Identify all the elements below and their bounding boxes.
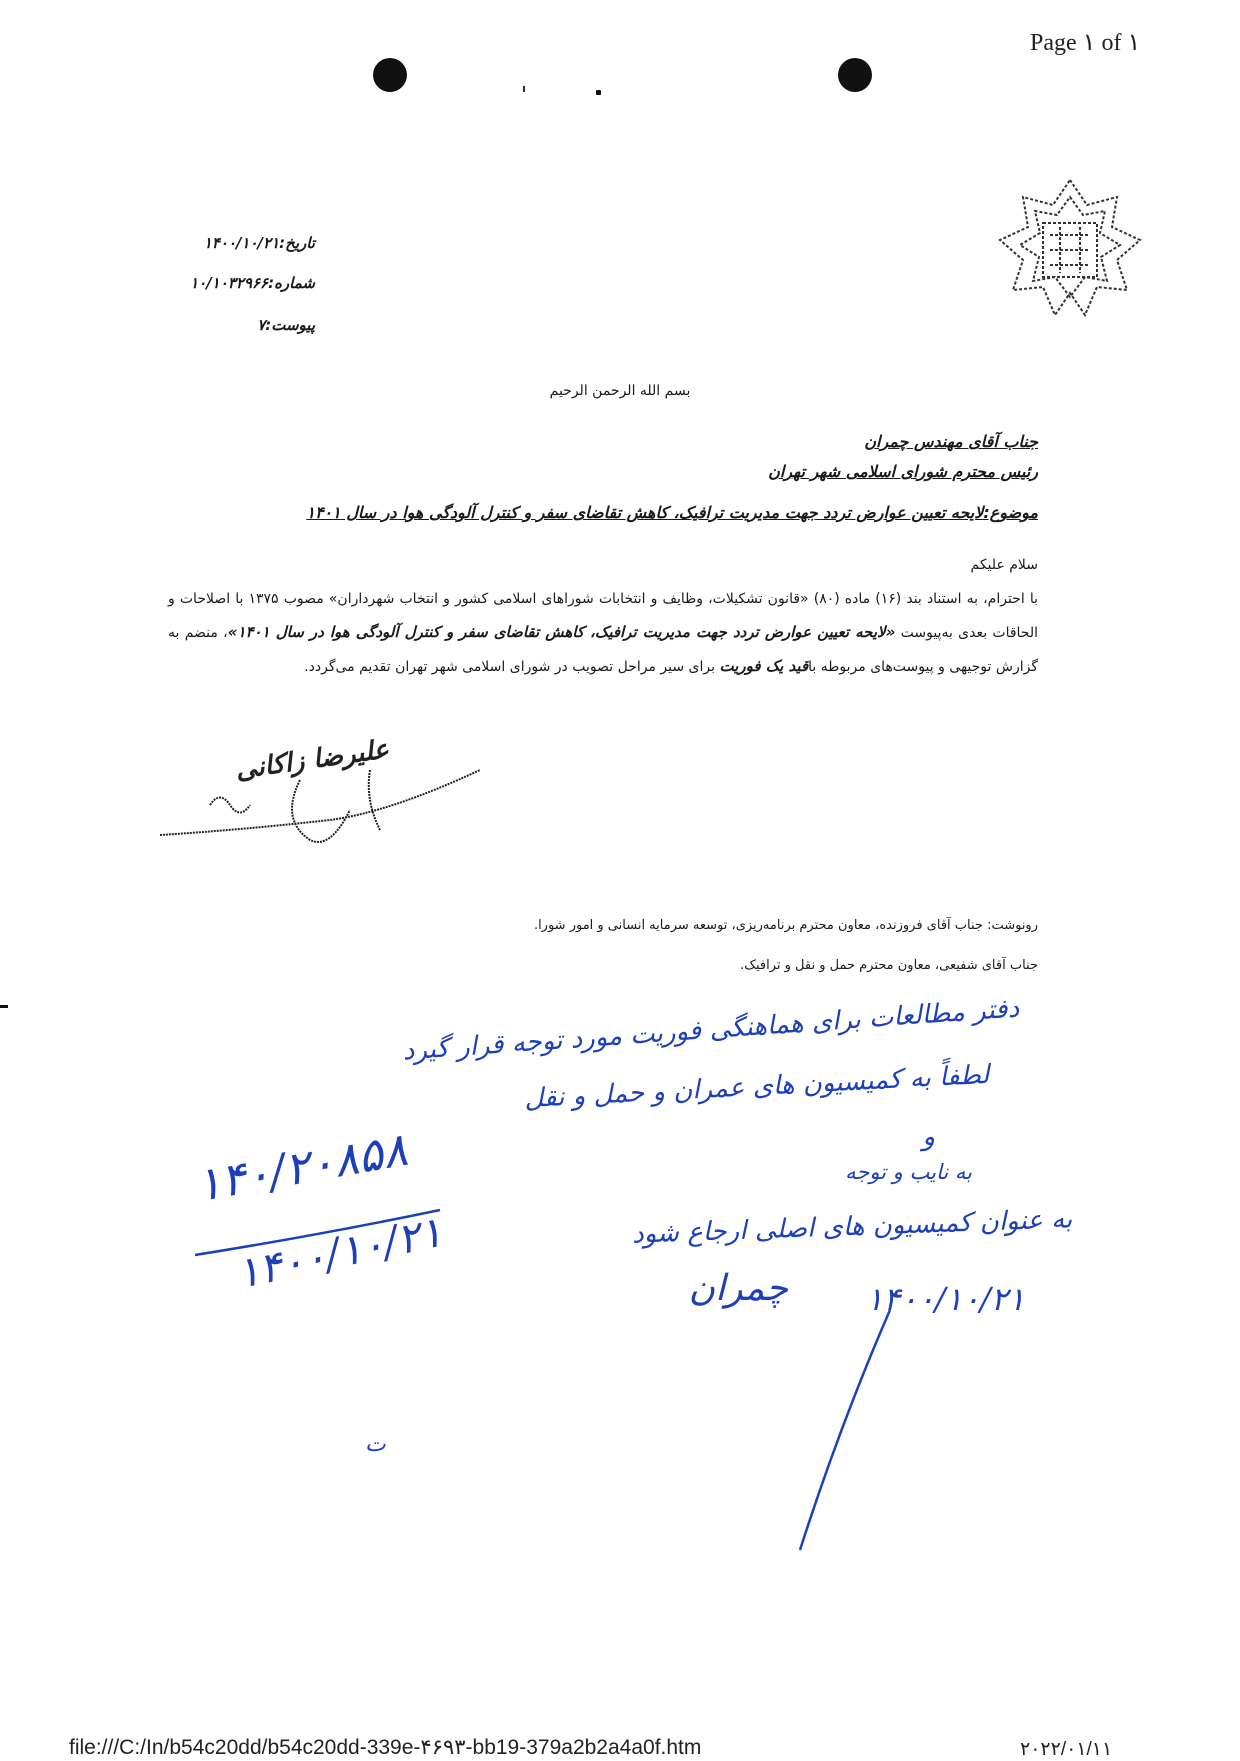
letter-subject: موضوع:لایحه تعیین عوارض تردد جهت مدیریت ترافیک، کاهش تقاضای سفر و کنترل آلودگی هوا در سال ۱۴۰۱ <box>306 503 1038 522</box>
cc-line-2: جناب آقای شفیعی، معاون محترم حمل و نقل و ترافیک. <box>740 958 1038 973</box>
handwritten-margin-mark: ت <box>365 1432 386 1457</box>
letter-number: شماره:۱۰/۱۰۳۲۹۶۶ <box>190 274 315 292</box>
body-bold-urgency: قید یک فوریت <box>719 657 809 675</box>
body-text-1: با احترام، به استناد بند (۱۶) ماده (۸۰) «قانون تشکیلات، وظایف و انتخابات شوراهای اسلامی کشور و انتخاب شهرداران» مصوب ۱۳۷۵ با اصلاحات و الحاقات بعدی به‌پیوست <box>168 591 1038 641</box>
handwritten-note-line-5: به عنوان کمیسیون های اصلی ارجاع شود <box>631 1204 1073 1250</box>
punch-hole-left <box>373 58 407 92</box>
scan-speck <box>523 86 525 92</box>
tehran-municipality-logo-icon <box>995 175 1145 325</box>
footer-date: ۲۰۲۲/۰۱/۱۱ <box>1020 1739 1113 1760</box>
footer-file-url: file:///C:/In/b54c20dd/b54c20dd-339e-۴۶۹۳-bb19-379a2b2a4a0f.htm <box>69 1736 702 1759</box>
scan-speck <box>596 90 601 95</box>
handwritten-note-line-1: دفتر مطالعات برای هماهنگی فوریت مورد توجه قرار گیرد <box>401 993 1021 1067</box>
recipient-name: جناب آقای مهندس چمران <box>864 432 1038 451</box>
body-bold-title: «لایحه تعیین عوارض تردد جهت مدیریت ترافیک، کاهش تقاضای سفر و کنترل آلودگی هوا در سال ۱۴۰۱» <box>227 623 896 641</box>
handwritten-registration-date: ۱۴۰۰/۱۰/۲۱ <box>232 1206 447 1299</box>
handwritten-note-date: ۱۴۰۰/۱۰/۲۱ <box>865 1280 1025 1318</box>
scan-edge-mark <box>0 1005 8 1008</box>
body-text-2: ، منضم به گزارش توجیهی و پیوست‌های مربوطه با <box>168 625 1038 675</box>
letter-date: تاریخ:۱۴۰۰/۱۰/۲۱ <box>203 234 315 252</box>
punch-hole-right <box>838 58 872 92</box>
page-number: Page ۱ of ۱ <box>1030 30 1141 56</box>
letter-attachment: پیوست:۷ <box>257 316 315 334</box>
basmala: بسم الله الرحمن الرحیم <box>549 383 691 399</box>
handwritten-registration-number: ۱۴۰/۲۰۸۵۸ <box>191 1121 412 1213</box>
body-text-3: برای سیر مراحل تصویب در شورای اسلامی شهر تهران تقدیم می‌گردد. <box>304 659 720 675</box>
handwritten-note-line-4: به نایب و توجه <box>845 1160 972 1184</box>
letter-body <box>168 583 1038 684</box>
recipient-title: رئیس محترم شورای اسلامی شهر تهران <box>768 462 1038 481</box>
handwritten-note-line-icon <box>780 1305 900 1555</box>
cc-line-1: رونوشت: جناب آقای فروزنده، معاون محترم برنامه‌ریزی، توسعه سرمایه انسانی و امور شورا. <box>533 918 1038 933</box>
signature-name: علیرضا زاکانی <box>233 734 391 786</box>
handwritten-note-line-3: و <box>922 1122 935 1152</box>
signature-scribble-icon <box>150 750 490 860</box>
handwritten-note-signature: چمران <box>688 1268 788 1309</box>
greeting: سلام علیکم <box>970 557 1038 573</box>
handwritten-note-line-2: لطفاً به کمیسیون های عمران و حمل و نقل <box>523 1059 991 1115</box>
